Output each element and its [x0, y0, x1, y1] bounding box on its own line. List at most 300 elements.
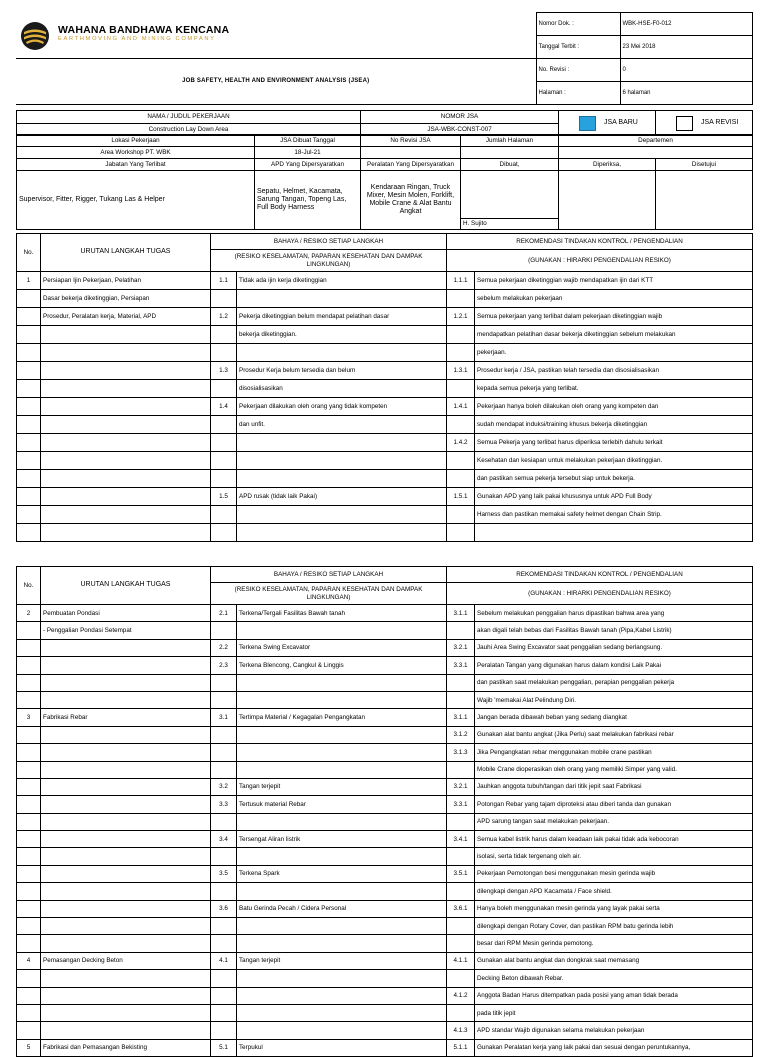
table-row	[17, 952, 753, 969]
step-description	[41, 344, 211, 362]
control-no: 1.5.1	[447, 488, 475, 506]
hazard-no	[211, 326, 237, 344]
step-description	[41, 726, 211, 743]
hazard-no	[211, 987, 237, 1004]
hazard-description	[237, 848, 447, 865]
diperiksa-label: Diperiksa,	[559, 159, 656, 171]
hazard-description	[237, 970, 447, 987]
table-row	[17, 272, 753, 290]
step-no	[17, 326, 41, 344]
diperiksa-signature	[559, 171, 656, 230]
hazard-no	[211, 761, 237, 778]
nomor-value: JSA-WBK-CONST-007	[361, 123, 559, 136]
control-no: 4.1.1	[447, 952, 475, 969]
step-no	[17, 622, 41, 639]
control-no	[447, 524, 475, 542]
step-description	[41, 831, 211, 848]
hazard-description: Batu Gerinda Pecah / Cidera Personal	[237, 900, 447, 917]
control-description: isolasi, serta tidak tergenang oleh air.	[475, 848, 753, 865]
hazard-description: Tertusuk material Rebar	[237, 796, 447, 813]
hazard-no: 2.3	[211, 657, 237, 674]
table-row	[17, 362, 753, 380]
hazard-description: disosialisasikan	[237, 380, 447, 398]
control-description: pada titik jepit	[475, 1004, 753, 1021]
control-no	[447, 344, 475, 362]
no-revisi-label: No Revisi JSA	[361, 135, 461, 147]
step-description	[41, 380, 211, 398]
hazard-description	[237, 290, 447, 308]
control-description: Mobile Crane dioperasikan oleh orang yang memiliki Simper yang valid.	[475, 761, 753, 778]
table-row	[17, 1022, 753, 1039]
control-no	[447, 883, 475, 900]
hazard-no	[211, 1022, 237, 1039]
control-description: Prosedur kerja / JSA, pastikan telah tersedia dan disosialisasikan	[475, 362, 753, 380]
hazard-no	[211, 452, 237, 470]
job-info-table-2	[16, 134, 753, 230]
table-row	[17, 290, 753, 308]
hazard-no: 1.3	[211, 362, 237, 380]
hazard-no	[211, 434, 237, 452]
step-description	[41, 865, 211, 882]
control-no: 3.2.1	[447, 639, 475, 656]
step-description: Prosedur, Peralatan kerja, Material, APD	[41, 308, 211, 326]
step-no	[17, 935, 41, 952]
hazard-no: 2.2	[211, 639, 237, 656]
step-description	[41, 848, 211, 865]
step-description	[41, 987, 211, 1004]
step-no	[17, 1004, 41, 1021]
hazard-description: Terkena/Tergali Fasilitas Bawah tanah	[237, 605, 447, 622]
step-description	[41, 470, 211, 488]
control-no: 1.1.1	[447, 272, 475, 290]
control-description: Decking Beton dibawah Rebar.	[475, 970, 753, 987]
step-description	[41, 813, 211, 830]
control-description: Jauhkan anggota tubuh/tangan dari titik jepit saat Fabrikasi	[475, 778, 753, 795]
hazard-description: APD rusak (tidak laik Pakai)	[237, 488, 447, 506]
step-description: Dasar bekerja diketinggian, Persiapan	[41, 290, 211, 308]
table-row	[17, 970, 753, 987]
step-no	[17, 416, 41, 434]
table-row	[17, 726, 753, 743]
control-no	[447, 326, 475, 344]
hazard-no: 3.3	[211, 796, 237, 813]
step-description	[41, 761, 211, 778]
control-no: 3.5.1	[447, 865, 475, 882]
hazard-description	[237, 918, 447, 935]
col-urutan-header: URUTAN LANGKAH TUGAS	[41, 567, 211, 605]
table-row	[17, 1004, 753, 1021]
hazard-no: 3.2	[211, 778, 237, 795]
logo-cell	[16, 13, 536, 59]
hazard-no: 2.1	[211, 605, 237, 622]
departemen-value	[559, 147, 753, 159]
meta-label: No. Revisi :	[536, 59, 620, 82]
control-no: 1.2.1	[447, 308, 475, 326]
control-no	[447, 935, 475, 952]
step-no	[17, 848, 41, 865]
table-row	[17, 416, 753, 434]
hazard-no	[211, 290, 237, 308]
step-no: 5	[17, 1039, 41, 1056]
hazard-no	[211, 848, 237, 865]
hazard-description	[237, 726, 447, 743]
step-description	[41, 900, 211, 917]
col-bahaya-subheader: (RESIKO KESELAMATAN, PAPARAN KESEHATAN DAN DAMPAK LINGKUNGAN)	[211, 583, 447, 605]
control-description: Potongan Rebar yang tajam diproteksi atau diberi tanda dan gunakan	[475, 796, 753, 813]
control-no	[447, 691, 475, 708]
dibuat-label: Dibuat,	[461, 159, 559, 171]
col-rekom-subheader: (GUNAKAN : HIRARKI PENGENDALIAN RESIKO)	[447, 250, 753, 272]
table-row	[17, 1039, 753, 1056]
control-description: sebelum melakukan pekerjaan	[475, 290, 753, 308]
step-no	[17, 470, 41, 488]
control-no	[447, 622, 475, 639]
jsa-revisi-checkbox[interactable]	[676, 116, 693, 131]
col-bahaya-subheader: (RESIKO KESELAMATAN, PAPARAN KESEHATAN DAN DAMPAK LINGKUNGAN)	[211, 250, 447, 272]
hazard-no	[211, 344, 237, 362]
table-row	[17, 488, 753, 506]
hazard-description: dan unfit.	[237, 416, 447, 434]
hazard-no	[211, 416, 237, 434]
step-description	[41, 691, 211, 708]
table-row	[17, 813, 753, 830]
control-description: APD standar Wajib digunakan selama melakukan pekerjaan	[475, 1022, 753, 1039]
control-description: dan pastikan semua pekerja tersebut siap untuk bekerja.	[475, 470, 753, 488]
control-no: 3.6.1	[447, 900, 475, 917]
table-row	[17, 709, 753, 726]
table-row	[17, 865, 753, 882]
step-no	[17, 831, 41, 848]
control-no	[447, 970, 475, 987]
hazard-no: 3.4	[211, 831, 237, 848]
table-row	[17, 622, 753, 639]
disetujui-label: Disetujui	[656, 159, 753, 171]
hazard-no	[211, 883, 237, 900]
table-row	[17, 744, 753, 761]
disetujui-signature	[656, 171, 753, 230]
step-no	[17, 308, 41, 326]
control-no	[447, 1004, 475, 1021]
table-row	[17, 918, 753, 935]
lokasi-label: Lokasi Pekerjaan	[17, 135, 255, 147]
control-no: 3.1.1	[447, 605, 475, 622]
control-no	[447, 416, 475, 434]
step-no	[17, 639, 41, 656]
hazard-no	[211, 726, 237, 743]
control-no	[447, 290, 475, 308]
control-description: pekerjaan.	[475, 344, 753, 362]
step-description	[41, 398, 211, 416]
control-description: Gunakan alat bantu angkat (Jika Perlu) saat melakukan fabrikasi rebar	[475, 726, 753, 743]
step-no	[17, 290, 41, 308]
table-row	[17, 761, 753, 778]
control-description: Peralatan Tangan yang digunakan harus dalam kondisi Laik Pakai	[475, 657, 753, 674]
control-description: Jauhi Area Swing Excavator saat penggalian sedang berlangsung.	[475, 639, 753, 656]
step-description: Pemasangan Decking Beton	[41, 952, 211, 969]
jsa-baru-checkbox[interactable]	[579, 116, 596, 131]
table-row	[17, 657, 753, 674]
control-no: 3.1.2	[447, 726, 475, 743]
step-no	[17, 344, 41, 362]
step-description	[41, 506, 211, 524]
step-no	[17, 813, 41, 830]
control-description: Gunakan APD yang laik pakai khususnya untuk APD Full Body	[475, 488, 753, 506]
meta-label: Tanggal Terbit :	[536, 36, 620, 59]
table-row	[17, 900, 753, 917]
hazard-no	[211, 674, 237, 691]
control-description: Semua kabel listrik harus dalam keadaan laik pakai tidak ada kebocoran	[475, 831, 753, 848]
hazard-no	[211, 935, 237, 952]
hazard-description	[237, 506, 447, 524]
hazard-no	[211, 691, 237, 708]
step-description	[41, 434, 211, 452]
hazard-description: Pekerjaan dilakukan oleh orang yang tidak kompeten	[237, 398, 447, 416]
hazard-no: 1.4	[211, 398, 237, 416]
hazard-description: Tertimpa Material / Kegagalan Pengangkatan	[237, 709, 447, 726]
hazard-description	[237, 935, 447, 952]
hazard-description: Prosedur Kerja belum tersedia dan belum	[237, 362, 447, 380]
step-no	[17, 488, 41, 506]
hazard-description: Terkena Swing Excavator	[237, 639, 447, 656]
step-no	[17, 362, 41, 380]
step-description	[41, 639, 211, 656]
hazard-no	[211, 622, 237, 639]
control-no: 3.1.1	[447, 709, 475, 726]
hazard-description	[237, 524, 447, 542]
hazard-no	[211, 524, 237, 542]
hazard-description: Tidak ada ijin kerja diketinggian	[237, 272, 447, 290]
col-no-header: No.	[17, 234, 41, 272]
control-description: dilengkapi dengan Rotary Cover, dan pastikan RPM batu gerinda lebih	[475, 918, 753, 935]
hazard-description: Tangan terjepit	[237, 952, 447, 969]
control-description: dan pastikan saat melakukan penggalian, perapian penggalian pekerja	[475, 674, 753, 691]
hazard-no	[211, 470, 237, 488]
control-no: 1.3.1	[447, 362, 475, 380]
step-no	[17, 434, 41, 452]
step-description: Persiapan Ijin Pekerjaan, Pelatihan	[41, 272, 211, 290]
meta-value: 23 Mei 2018	[620, 36, 752, 59]
control-no	[447, 761, 475, 778]
step-no	[17, 506, 41, 524]
table-row	[17, 452, 753, 470]
step-description	[41, 935, 211, 952]
control-description: Wajib 'memakai Alat Pelindung Diri.	[475, 691, 753, 708]
meta-label: Halaman :	[536, 82, 620, 105]
table-row	[17, 434, 753, 452]
table-row	[17, 605, 753, 622]
control-no: 3.2.1	[447, 778, 475, 795]
departemen-label: Departemen	[559, 135, 753, 147]
step-no	[17, 761, 41, 778]
table-row	[17, 674, 753, 691]
jsa-revisi-label: JSA REVISI	[701, 118, 739, 126]
col-urutan-header: URUTAN LANGKAH TUGAS	[41, 234, 211, 272]
control-description: Semua pekerjaan diketinggian wajib mendapatkan ijin dari KTT	[475, 272, 753, 290]
company-logo-icon	[20, 21, 50, 51]
job-info-table	[16, 110, 753, 136]
control-description: akan digali telah bebas dari Fasilitas Bawah tanah (Pipa,Kabel Listrik)	[475, 622, 753, 639]
step-description	[41, 778, 211, 795]
control-no: 1.4.2	[447, 434, 475, 452]
step-no	[17, 1022, 41, 1039]
step-description: Fabrikasi dan Pemasangan Bekisting	[41, 1039, 211, 1056]
control-no	[447, 674, 475, 691]
table-row	[17, 308, 753, 326]
col-bahaya-header: BAHAYA / RESIKO SETIAP LANGKAH	[211, 234, 447, 250]
step-description	[41, 1004, 211, 1021]
step-no	[17, 744, 41, 761]
table-row	[17, 398, 753, 416]
step-no	[17, 657, 41, 674]
hazard-description	[237, 674, 447, 691]
hazard-description: Terkena Spark	[237, 865, 447, 882]
control-no: 3.3.1	[447, 657, 475, 674]
control-description: Hanya boleh menggunakan mesin gerinda yang layak pakai serta	[475, 900, 753, 917]
table-row	[17, 987, 753, 1004]
control-description: APD sarung tangan saat melakukan pekerjaan.	[475, 813, 753, 830]
table-row	[17, 524, 753, 542]
control-no	[447, 470, 475, 488]
apd-value: Sepatu, Helmet, Kacamata, Sarung Tangan, Topeng Las, Full Body Harness	[255, 171, 361, 230]
table-row	[17, 831, 753, 848]
nomor-label: NOMOR JSA	[361, 111, 559, 124]
dibuat-tanggal-value: 18-Jul-21	[255, 147, 361, 159]
step-description	[41, 524, 211, 542]
hazard-description: Terpukul	[237, 1039, 447, 1056]
hazard-no: 1.1	[211, 272, 237, 290]
hazard-description	[237, 987, 447, 1004]
step-description	[41, 452, 211, 470]
hazard-description	[237, 622, 447, 639]
step-description	[41, 744, 211, 761]
meta-value: 6 halaman	[620, 82, 752, 105]
hazard-no: 5.1	[211, 1039, 237, 1056]
step-description	[41, 1022, 211, 1039]
control-no	[447, 918, 475, 935]
document-header	[16, 12, 753, 105]
nama-value: Construction Lay Down Area	[17, 123, 361, 136]
hazard-description	[237, 691, 447, 708]
control-description: Jangan berada dibawah beban yang sedang diangkat	[475, 709, 753, 726]
meta-value: WBK-HSE-F0-012	[620, 13, 752, 36]
control-no	[447, 452, 475, 470]
step-description	[41, 488, 211, 506]
control-no: 5.1.1	[447, 1039, 475, 1056]
step-no	[17, 883, 41, 900]
jabatan-label: Jabatan Yang Terlibat	[17, 159, 255, 171]
col-rekom-header: REKOMENDASI TINDAKAN KONTROL / PENGENDALIAN	[447, 234, 753, 250]
table-row	[17, 470, 753, 488]
control-description: kepada semua pekerja yang terlibat.	[475, 380, 753, 398]
hazard-no: 3.1	[211, 709, 237, 726]
control-no	[447, 848, 475, 865]
hazard-description: Terkena Blencong, Cangkul & Linggis	[237, 657, 447, 674]
step-description	[41, 362, 211, 380]
table-row	[17, 796, 753, 813]
hazard-no: 1.2	[211, 308, 237, 326]
hazard-description	[237, 452, 447, 470]
control-description: Anggota Badan Harus ditempatkan pada posisi yang aman tidak berada	[475, 987, 753, 1004]
no-revisi-value	[361, 147, 461, 159]
control-description: Kesehatan dan kesiapan untuk melakukan pekerjaan diketinggian.	[475, 452, 753, 470]
col-no-header: No.	[17, 567, 41, 605]
step-description: - Penggalian Pondasi Setempat	[41, 622, 211, 639]
table-row	[17, 326, 753, 344]
step-no: 1	[17, 272, 41, 290]
step-description: Pembuatan Pondasi	[41, 605, 211, 622]
col-rekom-subheader: (GUNAKAN : HIRARKI PENGENDALIAN RESIKO)	[447, 583, 753, 605]
meta-label: Nomor Dok. :	[536, 13, 620, 36]
hazard-no	[211, 380, 237, 398]
control-description: dilengkapi dengan APD Kacamata / Face shield.	[475, 883, 753, 900]
control-no: 3.3.1	[447, 796, 475, 813]
control-description: besar dari RPM Mesin gerinda pemotong.	[475, 935, 753, 952]
hazard-description	[237, 344, 447, 362]
hazard-description	[237, 470, 447, 488]
step-no: 4	[17, 952, 41, 969]
step-description	[41, 883, 211, 900]
jumlah-halaman-label: Jumlah Halaman	[461, 135, 559, 147]
hazard-description	[237, 813, 447, 830]
hazard-description: Tersengat Aliran listrik	[237, 831, 447, 848]
hazard-no	[211, 918, 237, 935]
control-description: Pekerjaan Pemotongan besi menggunakan mesin gerinda wajib	[475, 865, 753, 882]
step-description	[41, 918, 211, 935]
jsea-table-2	[16, 566, 753, 1057]
hazard-no: 4.1	[211, 952, 237, 969]
hazard-no	[211, 1004, 237, 1021]
hazard-description: bekerja diketinggian.	[237, 326, 447, 344]
control-no	[447, 506, 475, 524]
control-description: sudah mendapat induksi/training khusus bekerja diketinggian	[475, 416, 753, 434]
table-row	[17, 778, 753, 795]
jsa-type-cell	[559, 111, 753, 136]
step-no: 2	[17, 605, 41, 622]
control-no: 3.1.3	[447, 744, 475, 761]
col-rekom-header: REKOMENDASI TINDAKAN KONTROL / PENGENDALIAN	[447, 567, 753, 583]
table-row	[17, 639, 753, 656]
step-no	[17, 691, 41, 708]
step-description	[41, 970, 211, 987]
step-no	[17, 900, 41, 917]
dibuat-tanggal-label: JSA Dibuat Tanggal	[255, 135, 361, 147]
hazard-no: 3.6	[211, 900, 237, 917]
step-no: 3	[17, 709, 41, 726]
jabatan-value: Supervisor, Fitter, Rigger, Tukang Las & Helper	[17, 171, 255, 230]
dibuat-name: H. Sujito	[461, 219, 559, 230]
control-description: Gunakan Peralatan kerja yang laik pakai dan sesuai dengan peruntukannya,	[475, 1039, 753, 1056]
step-no	[17, 380, 41, 398]
control-description: Gunakan alat bantu angkat dan dongkrak saat memasang	[475, 952, 753, 969]
hazard-description	[237, 1004, 447, 1021]
peralatan-value: Kendaraan Ringan, Truck Mixer, Mesin Molen, Forklift, Mobile Crane & Alat Bantu Angkat	[361, 171, 461, 230]
table-row	[17, 883, 753, 900]
step-no	[17, 674, 41, 691]
hazard-description	[237, 434, 447, 452]
hazard-no	[211, 744, 237, 761]
step-no	[17, 398, 41, 416]
document-title: JOB SAFETY, HEALTH AND ENVIRONMENT ANALYSIS (JSEA)	[16, 59, 536, 105]
control-description: Semua pekerjaan yang terlibat dalam pekerjaan diketinggian wajib	[475, 308, 753, 326]
company-tagline: EARTHMOVING AND MINING COMPANY	[58, 35, 216, 42]
step-no	[17, 778, 41, 795]
step-description: Fabrikasi Rebar	[41, 709, 211, 726]
step-no	[17, 918, 41, 935]
step-no	[17, 970, 41, 987]
table-row	[17, 848, 753, 865]
jsea-table-1	[16, 233, 753, 542]
table-row	[17, 506, 753, 524]
